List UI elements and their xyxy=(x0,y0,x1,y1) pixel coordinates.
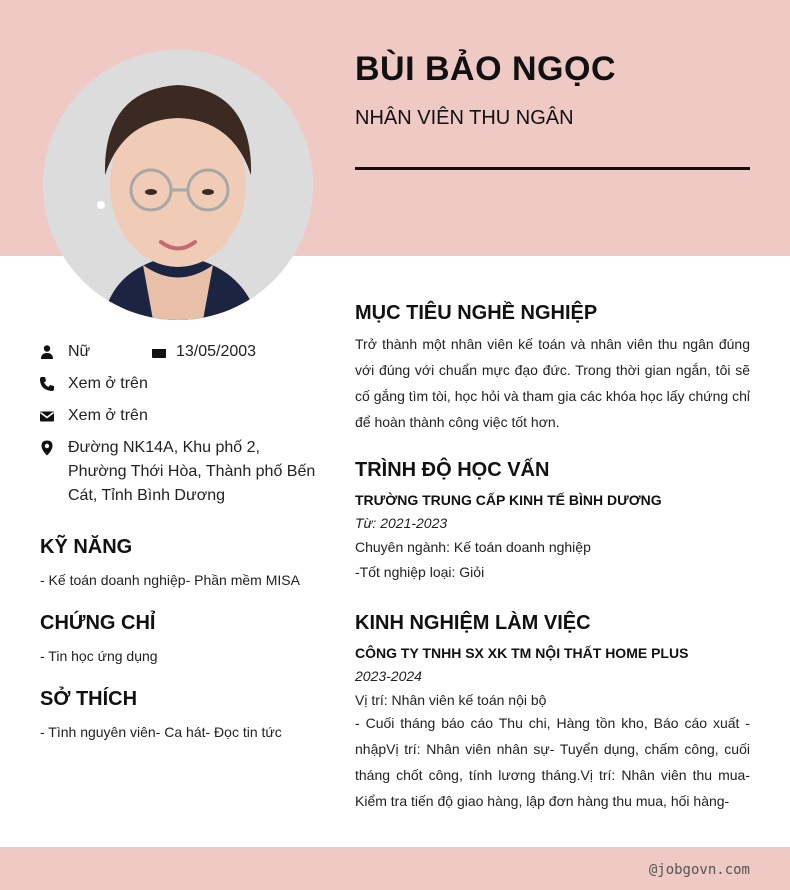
calendar-icon xyxy=(150,340,176,364)
phone-value: Xem ở trên xyxy=(68,375,148,392)
gender-value: Nữ xyxy=(68,343,91,360)
experience-period: 2023-2024 xyxy=(355,668,422,684)
contact-phone xyxy=(38,372,328,396)
experience-title: KINH NGHIỆM LÀM VIỆC xyxy=(355,612,591,634)
hobbies-text: - Tình nguyên viên- Ca hát- Đọc tin tức xyxy=(40,724,282,740)
contact-address xyxy=(38,436,328,508)
education-school: TRƯỜNG TRUNG CẤP KINH TẾ BÌNH DƯƠNG xyxy=(355,492,662,508)
email-value: Xem ở trên xyxy=(68,407,148,424)
contact-email xyxy=(38,404,328,428)
profile-photo xyxy=(43,50,313,320)
person-icon xyxy=(38,340,68,364)
skills-title: KỸ NĂNG xyxy=(40,536,133,558)
birthdate-value: 13/05/2003 xyxy=(176,343,257,360)
skills-text: - Kế toán doanh nghiệp- Phần mềm MISA xyxy=(40,572,300,588)
education-period: Từ: 2021-2023 xyxy=(355,515,448,531)
phone-icon xyxy=(38,372,68,396)
education-title: TRÌNH ĐỘ HỌC VẤN xyxy=(355,459,550,481)
experience-section xyxy=(355,612,750,814)
footer-watermark: @jobgovn.com xyxy=(648,862,750,878)
education-major: Chuyên ngành: Kế toán doanh nghiệp xyxy=(355,539,591,555)
contact-gender-birth xyxy=(38,340,328,364)
hobbies-title: SỞ THÍCH xyxy=(40,688,138,710)
experience-company: CÔNG TY TNHH SX XK TM NỘI THẤT HOME PLUS xyxy=(355,645,689,661)
candidate-name: BÙI BẢO NGỌC xyxy=(355,50,616,88)
certificates-text: - Tin học ứng dụng xyxy=(40,648,158,664)
location-pin-icon xyxy=(38,436,68,460)
objective-title: MỤC TIÊU NGHỀ NGHIỆP xyxy=(355,302,598,324)
objective-section xyxy=(355,302,750,435)
education-section xyxy=(355,459,750,580)
mail-icon xyxy=(38,404,68,428)
title-divider xyxy=(355,167,750,170)
certificates-title: CHỨNG CHỈ xyxy=(40,612,156,634)
objective-text: Trở thành một nhân viên kế toán và nhân viên thu ngân đúng với đúng với chuẩn mực đạo đức. Trong thời gian ngắn, tôi sẽ cố gắng tìm tòi, học hỏi và tham gia các khóa học lấy chứng chỉ để hoàn thành công việc tốt hơn. xyxy=(355,336,750,430)
experience-position: Vị trí: Nhân viên kế toán nội bộ xyxy=(355,692,547,708)
address-value: Đường NK14A, Khu phố 2, Phường Thới Hòa, Thành phố Bến Cát, Tỉnh Bình Dương xyxy=(68,439,316,504)
candidate-title: NHÂN VIÊN THU NGÂN xyxy=(355,107,574,129)
experience-description: - Cuối tháng báo cáo Thu chi, Hàng tồn kho, Báo cáo xuất - nhậpVị trí: Nhân viên nhân sự- Tuyển dụng, chấm công, cuối tháng chốt công, tính lương tháng.Vị trí: Nhân viên thu mua- Kiểm tra tiến độ giao hàng, lập đơn hàng thu mua, hối hàng- xyxy=(355,715,750,809)
education-grade: -Tốt nghiệp loại: Giỏi xyxy=(355,564,485,580)
